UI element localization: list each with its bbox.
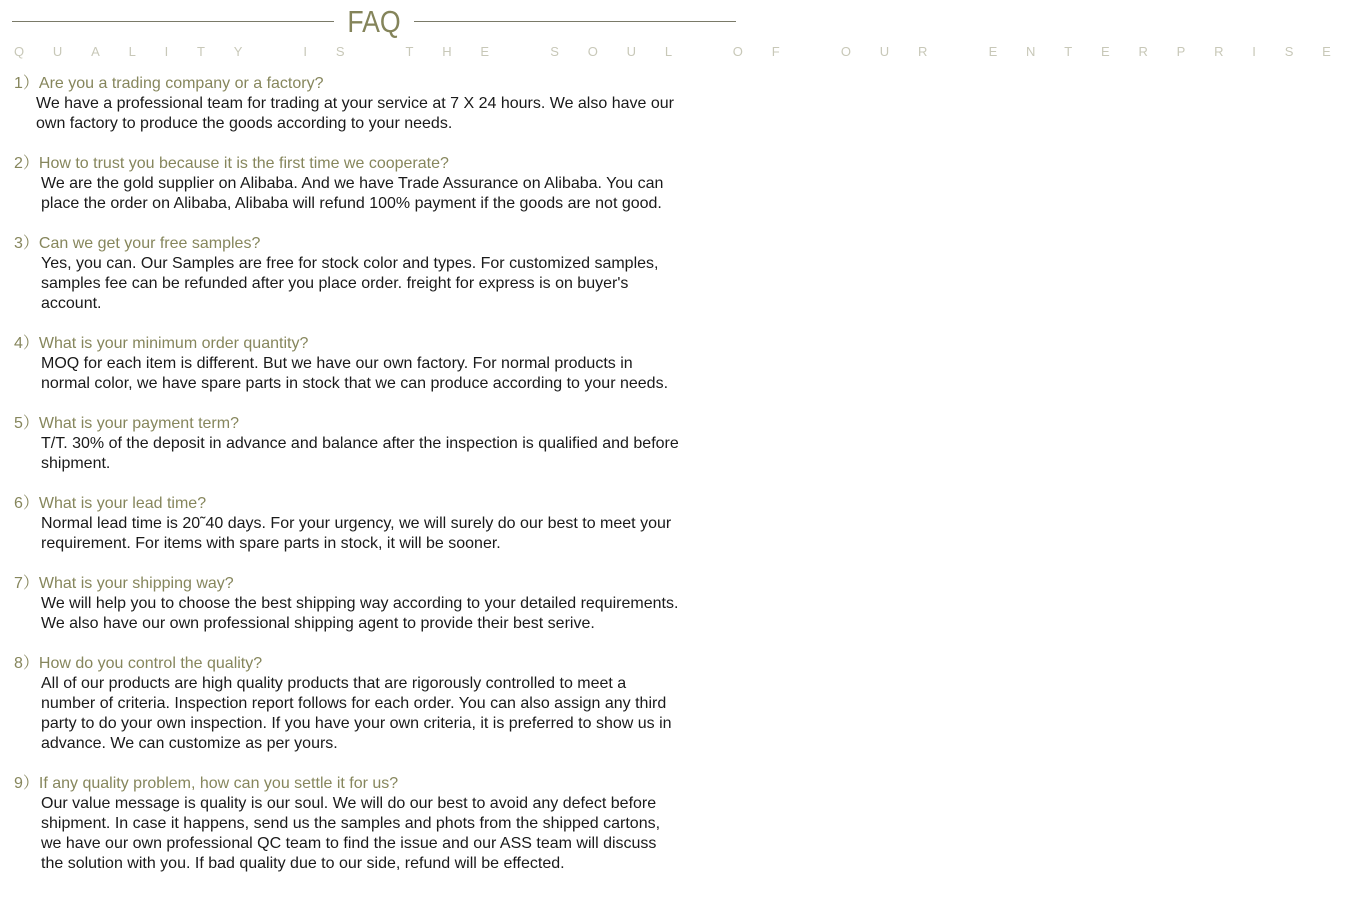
- faq-item: [0, 774, 750, 874]
- question-number: 7）: [14, 575, 39, 592]
- faq-item: [0, 154, 750, 234]
- question-text: What is your lead time?: [38, 495, 207, 512]
- faq-answer: We are the gold supplier on Alibaba. And we have Trade Assurance on Alibaba. You can place the order on Alibaba, Alibaba will refund 100% payment if the goods are not good.: [41, 175, 664, 212]
- faq-question: [14, 574, 750, 594]
- faq-question: [14, 74, 750, 94]
- question-text: Are you a trading company or a factory?: [38, 75, 324, 92]
- question-number: 1）: [14, 75, 39, 92]
- faq-question: [14, 414, 750, 434]
- faq-answer: Normal lead time is 20˜40 days. For your urgency, we will surely do our best to meet your requirement. For items with spare parts in stock, it will be sooner.: [41, 515, 672, 552]
- faq-question: [14, 774, 750, 794]
- faq-item: [0, 414, 750, 494]
- header-divider-right: [414, 21, 736, 22]
- page-title: FAQ: [347, 4, 401, 39]
- question-text: What is your minimum order quantity?: [38, 335, 309, 352]
- faq-item: [0, 574, 750, 654]
- question-number: 2）: [14, 155, 39, 172]
- question-number: 6）: [14, 495, 39, 512]
- question-text: What is your shipping way?: [38, 575, 234, 592]
- question-text: Can we get your free samples?: [38, 235, 261, 252]
- faq-item: [0, 234, 750, 334]
- question-number: 9）: [14, 775, 39, 792]
- faq-answer: Yes, you can. Our Samples are free for stock color and types. For customized samples, samples fee can be refunded after you place order. freight for express is on buyer's account.: [41, 255, 659, 312]
- faq-question: [14, 654, 750, 674]
- question-number: 4）: [14, 335, 39, 352]
- tagline: QUALITY IS THE SOUL OF OUR ENTERPRISE: [14, 44, 1360, 59]
- question-text: How to trust you because it is the first time we cooperate?: [38, 155, 449, 172]
- question-text: If any quality problem, how can you settle it for us?: [38, 775, 399, 792]
- faq-answer: We will help you to choose the best shipping way according to your detailed requirements. We also have our own professional shipping agent to provide their best serive.: [41, 595, 679, 632]
- question-number: 3）: [14, 235, 39, 252]
- faq-question: [14, 494, 750, 514]
- faq-answer: MOQ for each item is different. But we have our own factory. For normal products in normal color, we have spare parts in stock that we can produce according to your needs.: [41, 355, 669, 392]
- faq-item: [0, 334, 750, 414]
- faq-item: [0, 74, 750, 154]
- question-text: What is your payment term?: [38, 415, 239, 432]
- faq-answer: T/T. 30% of the deposit in advance and balance after the inspection is qualified and before shipment.: [41, 435, 679, 472]
- faq-question: [14, 154, 750, 174]
- faq-answer: All of our products are high quality products that are rigorously controlled to meet a number of criteria. Inspection report follows for each order. You can also assign any third party to do your own inspection. If you have your own criteria, it is preferred to show us in advance. We can customize as per yours.: [41, 675, 672, 752]
- faq-item: [0, 494, 750, 574]
- faq-answer: Our value message is quality is our soul. We will do our best to avoid any defect before shipment. In case it happens, send us the samples and phots from the shipped cartons, we have our own professional QC team to find the issue and our ASS team will discuss the solution with you. If bad quality due to our side, refund will be effected.: [41, 795, 661, 872]
- question-number: 8）: [14, 655, 39, 672]
- faq-list: [0, 74, 750, 874]
- question-number: 5）: [14, 415, 39, 432]
- faq-answer: We have a professional team for trading at your service at 7 X 24 hours. We also have our own factory to produce the goods according to your needs.: [36, 95, 674, 132]
- faq-question: [14, 334, 750, 354]
- faq-item: [0, 654, 750, 774]
- question-text: How do you control the quality?: [38, 655, 263, 672]
- faq-header: [0, 0, 1360, 64]
- header-divider-left: [12, 21, 334, 22]
- faq-question: [14, 234, 750, 254]
